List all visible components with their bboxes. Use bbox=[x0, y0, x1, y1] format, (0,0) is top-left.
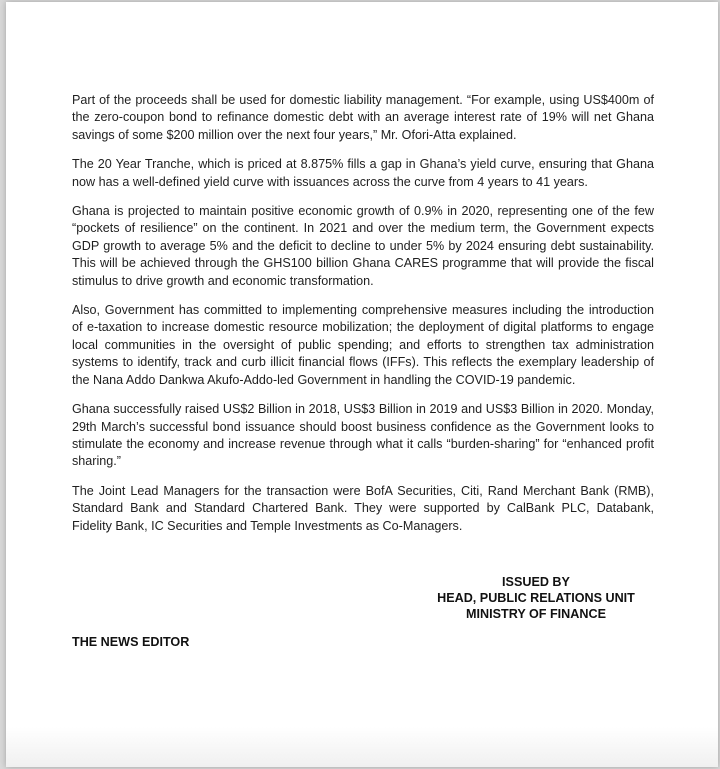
issuer-title: HEAD, PUBLIC RELATIONS UNIT bbox=[437, 591, 635, 605]
news-editor-label: THE NEWS EDITOR bbox=[72, 635, 190, 649]
paragraph-government-measures: Also, Government has committed to implementing comprehensive measures including the introduction of e-taxation to increase domestic resource mobilization; the deployment of digital platforms to engage local communities in the oversight of public spending; and efforts to strengthen tax administration systems to identify, track and curb illicit financial flows (IFFs). This reflects the exemplary leadership of the Nana Addo Dankwa Akufo-Addo-led Government in handling the COVID-19 pandemic. bbox=[72, 303, 654, 387]
paragraph-yield-curve: The 20 Year Tranche, which is priced at 8.875% fills a gap in Ghana’s yield curve, ensuring that Ghana now has a well-defined yield curve with issuances across the curve from 4 years to 41 years. bbox=[72, 157, 654, 189]
press-release-body bbox=[72, 92, 654, 547]
paragraph-lead-managers: The Joint Lead Managers for the transaction were BofA Securities, Citi, Rand Merchant Bank (RMB), Standard Bank and Standard Chartered Bank. They were supported by CalBank PLC, Databank, Fidelity Bank, IC Securities and Temple Investments as Co-Managers. bbox=[72, 483, 654, 533]
issuer-ministry: MINISTRY OF FINANCE bbox=[466, 607, 606, 621]
paragraph-bond-history: Ghana successfully raised US$2 Billion in 2018, US$3 Billion in 2019 and US$3 Billion in 2020. Monday, 29th March’s successful bond issuance should boost business confidence as the Government looks to stimulate the economy and increase revenue through what it calls “burden-sharing” for “enhanced profit sharing.” bbox=[72, 402, 654, 469]
document-page bbox=[6, 2, 718, 767]
paragraph-liability-management: Part of the proceeds shall be used for domestic liability management. “For example, using US$400m of the zero-coupon bond to refinance domestic debt with an average interest rate of 19% will net Ghana savings of some $200 million over the next four years,” Mr. Ofori-Atta explained. bbox=[72, 93, 654, 142]
paragraph-economic-growth: Ghana is projected to maintain positive economic growth of 0.9% in 2020, representing one of the few “pockets of resilience” on the continent. In 2021 and over the medium term, the Government expects GDP growth to average 5% and the deficit to decline to under 5% by 2024 ensuring debt sustainability. This will be achieved through the GHS100 billion Ghana CARES programme that will provide the fiscal stimulus to drive growth and economic transformation. bbox=[72, 204, 654, 288]
issued-by-label: ISSUED BY bbox=[502, 575, 570, 589]
issued-by-block bbox=[386, 574, 686, 622]
